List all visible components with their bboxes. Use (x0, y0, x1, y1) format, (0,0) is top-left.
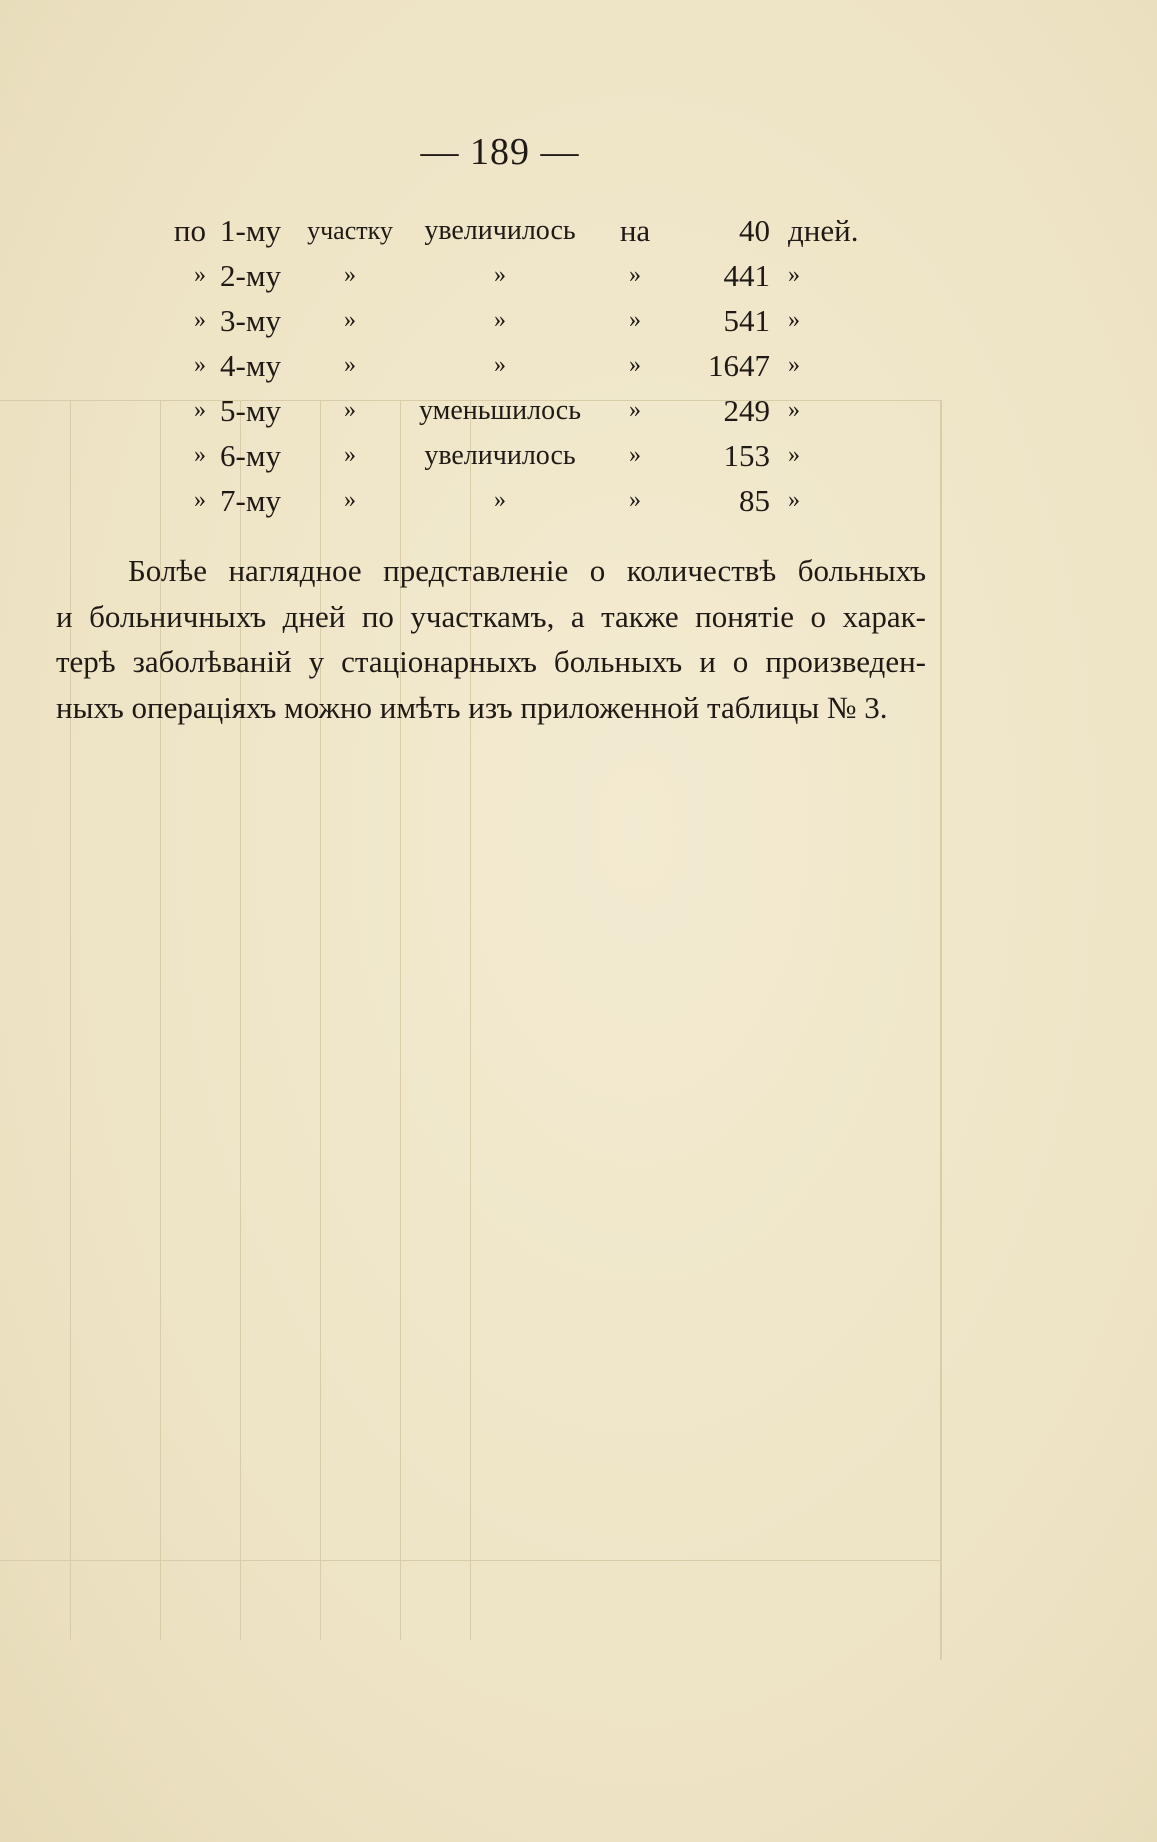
preposition: на (619, 212, 651, 248)
row-lead: » (194, 487, 206, 513)
days-value: 40 (739, 212, 770, 248)
row-lead: по (173, 212, 206, 248)
table-row (158, 208, 868, 253)
unit-label: дней. (788, 212, 859, 248)
unit-label: » (788, 307, 800, 333)
table-row (158, 478, 868, 523)
page-number: — 189 — (420, 131, 580, 173)
participle-column: » (344, 262, 356, 288)
change-verb: » (494, 307, 506, 333)
participle-column: участку (307, 215, 393, 245)
row-lead: » (194, 262, 206, 288)
paragraph-line: Болѣе наглядное представленіе о количествѣ больныхъ (128, 553, 926, 588)
days-value: 85 (739, 482, 770, 518)
change-verb: увеличилось (424, 214, 576, 246)
bleed-through-rule (940, 400, 942, 1660)
paragraph-line: терѣ заболѣваній у стаціонарныхъ больныхъ и о произведен- (56, 644, 926, 679)
preposition: » (629, 262, 641, 288)
participle-column: » (344, 397, 356, 423)
days-value: 441 (723, 257, 770, 293)
unit-label: » (788, 487, 800, 513)
table-row (158, 298, 868, 343)
table-row (158, 253, 868, 298)
district-ordinal: 1-му (220, 212, 281, 248)
participle-column: » (344, 487, 356, 513)
change-verb: уменьшилось (419, 394, 581, 426)
days-value: 249 (723, 392, 770, 428)
change-verb: увеличилось (424, 439, 576, 471)
unit-label: » (788, 442, 800, 468)
paragraph-line: ныхъ операціяхъ можно имѣть изъ приложенной таблицы № 3. (56, 689, 888, 725)
district-ordinal: 3-му (220, 302, 281, 338)
row-lead: » (194, 442, 206, 468)
days-value: 1647 (708, 347, 770, 383)
district-days-table (158, 208, 868, 523)
preposition: » (629, 442, 641, 468)
body-paragraph (56, 548, 926, 730)
preposition: » (629, 487, 641, 513)
participle-column: » (344, 442, 356, 468)
days-value: 541 (723, 302, 770, 338)
row-lead: » (194, 307, 206, 333)
preposition: » (629, 352, 641, 378)
row-lead: » (194, 397, 206, 423)
district-ordinal: 4-му (220, 347, 281, 383)
preposition: » (629, 307, 641, 333)
unit-label: » (788, 352, 800, 378)
paragraph-line: и больничныхъ дней по участкамъ, а также понятіе о харак- (56, 598, 926, 634)
district-ordinal: 5-му (220, 392, 281, 428)
preposition: » (629, 397, 641, 423)
participle-column: » (344, 307, 356, 333)
table-row (158, 433, 868, 478)
district-ordinal: 7-му (220, 482, 281, 518)
change-verb: » (494, 262, 506, 288)
table-row (158, 388, 868, 433)
days-value: 153 (723, 437, 770, 473)
participle-column: » (344, 352, 356, 378)
unit-label: » (788, 262, 800, 288)
district-ordinal: 2-му (220, 257, 281, 293)
district-ordinal: 6-му (220, 437, 281, 473)
table-row (158, 343, 868, 388)
row-lead: » (194, 352, 206, 378)
change-verb: » (494, 487, 506, 513)
unit-label: » (788, 397, 800, 423)
change-verb: » (494, 352, 506, 378)
